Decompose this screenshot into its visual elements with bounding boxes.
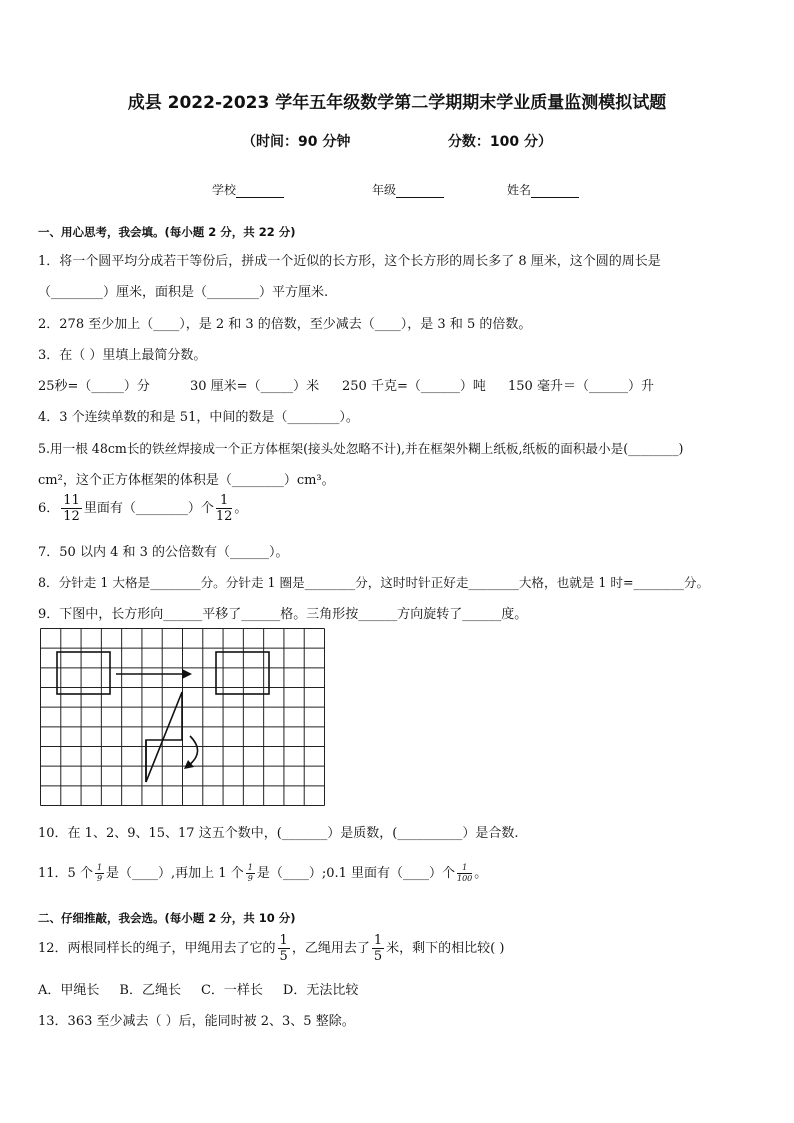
q6-prefix: 6． — [38, 501, 60, 516]
school-label: 学校 — [212, 183, 237, 197]
rotation-arrow — [188, 736, 198, 766]
q1-line1: 1．将一个圆平均分成若干等份后，拼成一个近似的长方形，这个长方形的周长多了 8 厘米，这个圆的周长是 — [38, 254, 661, 269]
q12-option-a[interactable]: A．甲绳长 — [38, 983, 100, 998]
q12-part: 12．两根同样长的绳子，甲绳用去了它的 — [38, 941, 276, 956]
q11-part: 。 — [474, 866, 488, 881]
q12-line — [38, 934, 504, 963]
q11-part: 是（____）;0.1 里面有（____）个 — [256, 866, 455, 881]
q6-line — [38, 494, 247, 523]
school-field[interactable] — [212, 181, 284, 198]
q6-middle: 里面有（________）个 — [83, 501, 214, 516]
q12-option-d[interactable]: D．无法比较 — [282, 983, 359, 998]
q2-text: 2．278 至少加上（____），是 2 和 3 的倍数，至少减去（____），是 3 和 5 的倍数。 — [38, 317, 532, 332]
fraction: $\frac{1}{100}$ — [457, 863, 473, 883]
q11-part: 11．5 个 — [38, 866, 93, 881]
grid-figure — [40, 628, 325, 806]
fraction: $\frac{1}{9}$ — [96, 863, 103, 883]
q3-item: 25秒=（_____）分 — [38, 379, 150, 394]
q3-item: 250 千克=（______）吨 — [342, 379, 486, 394]
school-blank[interactable] — [236, 185, 284, 198]
fraction: $\frac{1}{5}$ — [279, 933, 288, 964]
name-label: 姓名 — [507, 183, 532, 197]
grid-diagram — [40, 628, 325, 806]
section1-heading: 一、用心思考，我会填。(每小题 2 分，共 22 分) — [38, 225, 296, 239]
q5-line2: cm²，这个正方体框架的体积是（________）cm³。 — [38, 473, 335, 488]
q13-text: 13．363 至少减去（ ）后，能同时被 2、3、5 整除。 — [38, 1014, 355, 1029]
q12-part: 米，剩下的相比较( ) — [386, 941, 505, 956]
q12-option-b[interactable]: B．乙绳长 — [119, 983, 181, 998]
q3-item: 30 厘米=（_____）米 — [190, 379, 320, 394]
fraction: $\frac{11}{12}$ — [63, 493, 80, 524]
q12-option-c[interactable]: C．一样长 — [200, 983, 263, 998]
triangle-figure — [146, 692, 182, 782]
q3-text: 3．在（ ）里填上最简分数。 — [38, 348, 207, 363]
q5-line1: 5.用一根 48cm长的铁丝焊接成一个正方体框架(接头处忽略不计),并在框架外糊上纸板,纸板的面积最小是(________) — [38, 441, 684, 456]
q12-part: ，乙绳用去了 — [291, 941, 370, 956]
q6-suffix: 。 — [234, 501, 248, 516]
q11-part: 是（____）,再加上 1 个 — [106, 866, 244, 881]
q9-text: 9．下图中，长方形向______平移了______格。三角形按______方向旋转了______度。 — [38, 607, 528, 622]
grade-label: 年级 — [372, 183, 397, 197]
grade-blank[interactable] — [396, 185, 444, 198]
grade-field[interactable] — [372, 181, 444, 198]
q8-text: 8．分针走 1 大格是________分。分针走 1 圈是________分，这时时针正好走________大格，也就是 1 时=________分。 — [38, 575, 710, 590]
q7-text: 7．50 以内 4 和 3 的公倍数有（______）。 — [38, 545, 289, 560]
q11-line — [38, 862, 487, 883]
q12-options — [38, 979, 378, 998]
name-field[interactable] — [507, 181, 579, 198]
q10-text: 10．在 1、2、9、15、17 这五个数中，(_______）是质数，(__________）是合数. — [38, 826, 519, 841]
q1-line2: （________）厘米，面积是（________）平方厘米. — [38, 285, 329, 300]
q3-item: 150 毫升＝（______）升 — [508, 379, 654, 394]
section2-heading: 二、仔细推敲，我会选。(每小题 2 分，共 10 分) — [38, 911, 296, 925]
page-title: 成县 2022-2023 学年五年级数学第二学期期末学业质量监测模拟试题 — [127, 93, 667, 113]
exam-subtitle: （时间：90 分钟 分数：100 分） — [242, 134, 552, 150]
name-blank[interactable] — [531, 185, 579, 198]
fraction: $\frac{1}{12}$ — [215, 493, 233, 524]
fraction: $\frac{1}{5}$ — [373, 933, 383, 964]
translation-arrowhead — [182, 669, 192, 679]
fraction: $\frac{1}{9}$ — [247, 863, 253, 883]
q4-text: 4．3 个连续单数的和是 51，中间的数是（________）。 — [38, 410, 359, 425]
